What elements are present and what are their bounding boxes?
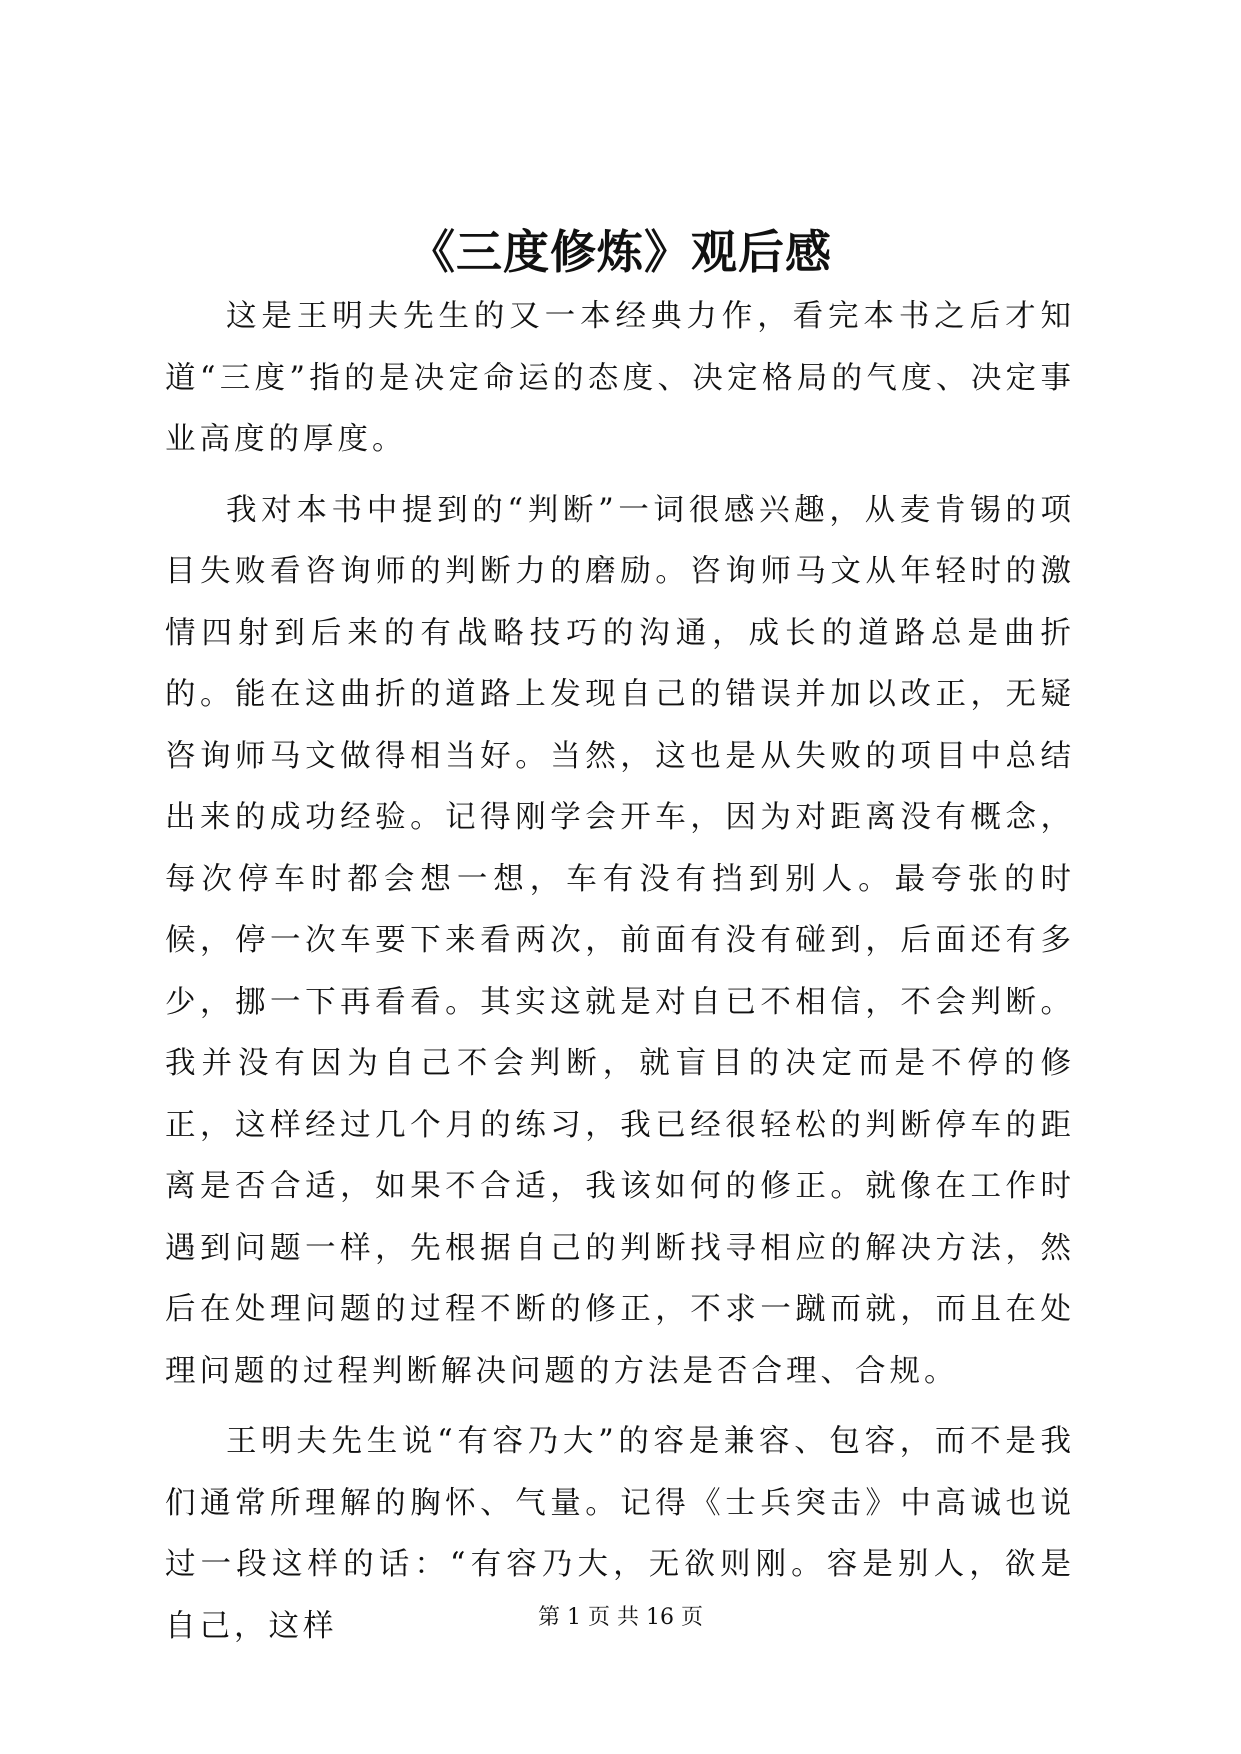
paragraph-3: 王明夫先生说“有容乃大”的容是兼容、包容，而不是我们通常所理解的胸怀、气量。记得《士兵突击》中高诚也说过一段这样的话：“有容乃大，无欲则刚。容是别人，欲是自己，这样 <box>165 1424 1075 1644</box>
paragraph-1: 这是王明夫先生的又一本经典力作，看完本书之后才知道“三度”指的是决定命运的态度、决定格局的气度、决定事业高度的厚度。 <box>165 299 1075 457</box>
document-title: 《三度修炼》观后感 <box>409 225 832 279</box>
document-body <box>165 286 1075 1657</box>
page-number-footer: 第 1 页 共 16 页 <box>538 1605 703 1630</box>
paragraph-2: 我对本书中提到的“判断”一词很感兴趣，从麦肯锡的项目失败看咨询师的判断力的磨励。咨询师马文从年轻时的激情四射到后来的有战略技巧的沟通，成长的道路总是曲折的。能在这曲折的道路上发现自己的错误并加以改正，无疑咨询师马文做得相当好。当然，这也是从失败的项目中总结出来的成功经验。记得刚学会开车，因为对距离没有概念，每次停车时都会想一想，车有没有挡到别人。最夸张的时候，停一次车要下来看两次，前面有没有碰到，后面还有多少，挪一下再看看。其实这就是对自已不相信，不会判断。我并没有因为自己不会判断，就盲目的决定而是不停的修正，这样经过几个月的练习，我已经很轻松的判断停车的距离是否合适，如果不合适，我该如何的修正。就像在工作时遇到问题一样，先根据自己的判断找寻相应的解决方法，然后在处理问题的过程不断的修正，不求一蹴而就，而且在处理问题的过程判断解决问题的方法是否合理、合规。 <box>165 492 1075 1389</box>
